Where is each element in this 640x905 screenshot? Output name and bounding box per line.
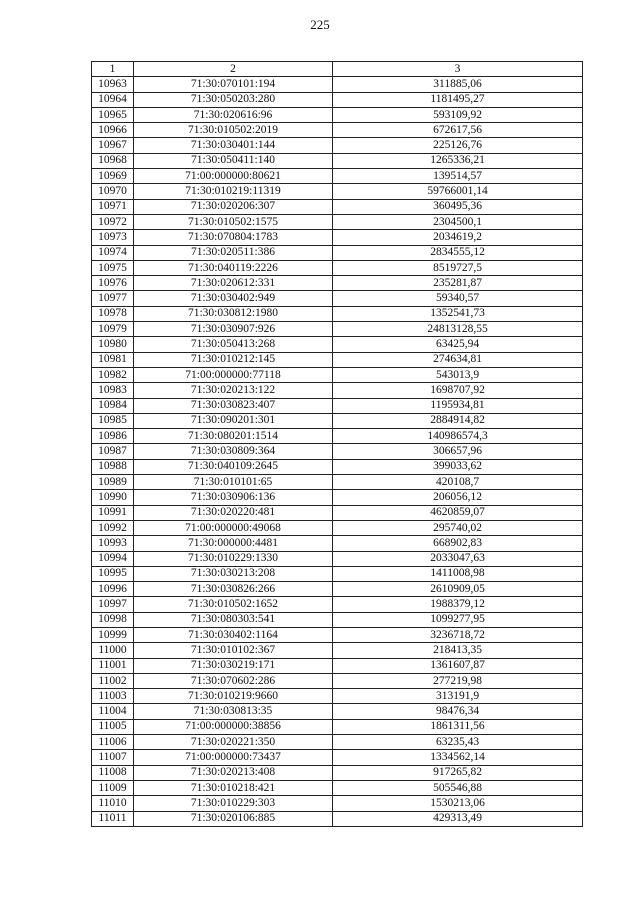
cadastral-number-cell: 71:30:030809:364 <box>134 444 333 459</box>
cadastral-number-cell: 71:30:010219:11319 <box>134 184 333 199</box>
table-row <box>92 505 583 520</box>
cadastral-number-cell: 71:30:030219:171 <box>134 658 333 673</box>
cadastral-number-cell: 71:30:010229:1330 <box>134 551 333 566</box>
value-cell: 429313,49 <box>333 811 583 826</box>
row-number-cell: 11006 <box>92 735 134 750</box>
row-number-cell: 10990 <box>92 490 134 505</box>
cadastral-number-cell: 71:00:000000:73437 <box>134 750 333 765</box>
table-row <box>92 352 583 367</box>
table-row <box>92 383 583 398</box>
table-row <box>92 444 583 459</box>
row-number-cell: 11004 <box>92 704 134 719</box>
value-cell: 306657,96 <box>333 444 583 459</box>
row-number-cell: 10978 <box>92 306 134 321</box>
cadastral-number-cell: 71:00:000000:77118 <box>134 367 333 382</box>
row-number-cell: 10972 <box>92 214 134 229</box>
table-row <box>92 337 583 352</box>
row-number-cell: 10977 <box>92 291 134 306</box>
table-row <box>92 520 583 535</box>
row-number-cell: 10979 <box>92 322 134 337</box>
table-row <box>92 566 583 581</box>
value-cell: 668902,83 <box>333 536 583 551</box>
row-number-cell: 10985 <box>92 413 134 428</box>
row-number-cell: 10974 <box>92 245 134 260</box>
value-cell: 593109,92 <box>333 107 583 122</box>
row-number-cell: 11001 <box>92 658 134 673</box>
cadastral-number-cell: 71:00:000000:80621 <box>134 169 333 184</box>
row-number-cell: 10967 <box>92 138 134 153</box>
cadastral-number-cell: 71:00:000000:49068 <box>134 520 333 535</box>
row-number-cell: 11008 <box>92 765 134 780</box>
row-number-cell: 11011 <box>92 811 134 826</box>
row-number-cell: 10971 <box>92 199 134 214</box>
row-number-cell: 10992 <box>92 520 134 535</box>
cadastral-number-cell: 71:30:040119:2226 <box>134 260 333 275</box>
cadastral-number-cell: 71:30:030826:266 <box>134 582 333 597</box>
cadastral-number-cell: 71:30:020206:307 <box>134 199 333 214</box>
table-row <box>92 796 583 811</box>
value-cell: 1361607,87 <box>333 658 583 673</box>
table-row <box>92 536 583 551</box>
table-row <box>92 306 583 321</box>
cadastral-number-cell: 71:30:020612:331 <box>134 276 333 291</box>
cadastral-number-cell: 71:30:050413:268 <box>134 337 333 352</box>
table-row <box>92 260 583 275</box>
table-row <box>92 597 583 612</box>
cadastral-number-cell: 71:30:020511:386 <box>134 245 333 260</box>
row-number-cell: 10994 <box>92 551 134 566</box>
cadastral-number-cell: 71:30:030907:926 <box>134 322 333 337</box>
value-cell: 917265,82 <box>333 765 583 780</box>
cadastral-number-cell: 71:30:070101:194 <box>134 77 333 92</box>
column-header-3: 3 <box>333 62 583 77</box>
row-number-cell: 10966 <box>92 123 134 138</box>
table-row <box>92 429 583 444</box>
row-number-cell: 10991 <box>92 505 134 520</box>
value-cell: 2034619,2 <box>333 230 583 245</box>
value-cell: 1265336,21 <box>333 153 583 168</box>
table-row <box>92 719 583 734</box>
table-row <box>92 230 583 245</box>
cadastral-number-cell: 71:30:020213:408 <box>134 765 333 780</box>
row-number-cell: 10964 <box>92 92 134 107</box>
table-row <box>92 735 583 750</box>
row-number-cell: 10976 <box>92 276 134 291</box>
cadastral-number-cell: 71:30:010218:421 <box>134 780 333 795</box>
value-cell: 295740,02 <box>333 520 583 535</box>
row-number-cell: 10995 <box>92 566 134 581</box>
cadastral-number-cell: 71:30:030402:1164 <box>134 627 333 642</box>
table-row <box>92 780 583 795</box>
value-cell: 311885,06 <box>333 77 583 92</box>
row-number-cell: 10986 <box>92 429 134 444</box>
cadastral-number-cell: 71:30:010502:2019 <box>134 123 333 138</box>
row-number-cell: 10975 <box>92 260 134 275</box>
cadastral-number-cell: 71:30:050203:280 <box>134 92 333 107</box>
row-number-cell: 10963 <box>92 77 134 92</box>
row-number-cell: 10981 <box>92 352 134 367</box>
cadastral-number-cell: 71:30:030401:144 <box>134 138 333 153</box>
table-row <box>92 184 583 199</box>
value-cell: 1411008,98 <box>333 566 583 581</box>
cadastral-number-cell: 71:30:030812:1980 <box>134 306 333 321</box>
cadastral-number-cell: 71:30:080201:1514 <box>134 429 333 444</box>
cadastral-number-cell: 71:30:030402:949 <box>134 291 333 306</box>
row-number-cell: 10993 <box>92 536 134 551</box>
page-number: 225 <box>310 17 330 32</box>
value-cell: 63425,94 <box>333 337 583 352</box>
table-row <box>92 138 583 153</box>
value-cell: 4620859,07 <box>333 505 583 520</box>
value-cell: 2834555,12 <box>333 245 583 260</box>
table-row <box>92 107 583 122</box>
cadastral-number-cell: 71:30:030906:136 <box>134 490 333 505</box>
value-cell: 63235,43 <box>333 735 583 750</box>
value-cell: 672617,56 <box>333 123 583 138</box>
cadastral-number-cell: 71:30:010229:303 <box>134 796 333 811</box>
value-cell: 277219,98 <box>333 673 583 688</box>
table-row <box>92 245 583 260</box>
cadastral-number-cell: 71:30:030823:407 <box>134 398 333 413</box>
value-cell: 274634,81 <box>333 352 583 367</box>
cadastral-number-cell: 71:30:020213:122 <box>134 383 333 398</box>
row-number-cell: 11007 <box>92 750 134 765</box>
value-cell: 1334562,14 <box>333 750 583 765</box>
table-row <box>92 322 583 337</box>
table-row <box>92 413 583 428</box>
column-header-1: 1 <box>92 62 134 77</box>
table-row <box>92 658 583 673</box>
row-number-cell: 10969 <box>92 169 134 184</box>
value-cell: 24813128,55 <box>333 322 583 337</box>
value-cell: 2304500,1 <box>333 214 583 229</box>
row-number-cell: 11002 <box>92 673 134 688</box>
value-cell: 1181495,27 <box>333 92 583 107</box>
value-cell: 2884914,82 <box>333 413 583 428</box>
row-number-cell: 10996 <box>92 582 134 597</box>
value-cell: 313191,9 <box>333 689 583 704</box>
value-cell: 225126,76 <box>333 138 583 153</box>
cadastral-number-cell: 71:30:020106:885 <box>134 811 333 826</box>
cadastral-number-cell: 71:30:010101:65 <box>134 475 333 490</box>
table-row <box>92 367 583 382</box>
value-cell: 235281,87 <box>333 276 583 291</box>
table-header <box>92 62 583 77</box>
value-cell: 1530213,06 <box>333 796 583 811</box>
column-header-2: 2 <box>134 62 333 77</box>
row-number-cell: 10973 <box>92 230 134 245</box>
row-number-cell: 10983 <box>92 383 134 398</box>
header-row <box>92 62 583 77</box>
table-row <box>92 169 583 184</box>
table-row <box>92 123 583 138</box>
table-row <box>92 689 583 704</box>
table-row <box>92 627 583 642</box>
value-cell: 420108,7 <box>333 475 583 490</box>
table-row <box>92 199 583 214</box>
value-cell: 505546,88 <box>333 780 583 795</box>
value-cell: 206056,12 <box>333 490 583 505</box>
table-row <box>92 276 583 291</box>
row-number-cell: 10970 <box>92 184 134 199</box>
table-row <box>92 398 583 413</box>
row-number-cell: 10968 <box>92 153 134 168</box>
value-cell: 1861311,56 <box>333 719 583 734</box>
table-row <box>92 153 583 168</box>
value-cell: 139514,57 <box>333 169 583 184</box>
cadastral-number-cell: 71:30:040109:2645 <box>134 459 333 474</box>
row-number-cell: 11005 <box>92 719 134 734</box>
value-cell: 8519727,5 <box>333 260 583 275</box>
table-row <box>92 77 583 92</box>
cadastral-number-cell: 71:00:000000:38856 <box>134 719 333 734</box>
cadastral-number-cell: 71:30:090201:301 <box>134 413 333 428</box>
value-cell: 1988379,12 <box>333 597 583 612</box>
row-number-cell: 10984 <box>92 398 134 413</box>
cadastral-number-cell: 71:30:010502:1575 <box>134 214 333 229</box>
value-cell: 399033,62 <box>333 459 583 474</box>
value-cell: 543013,9 <box>333 367 583 382</box>
value-cell: 140986574,3 <box>333 429 583 444</box>
table-body <box>92 77 583 827</box>
cadastral-number-cell: 71:30:030813:35 <box>134 704 333 719</box>
cadastral-number-cell: 71:30:070602:286 <box>134 673 333 688</box>
table-row <box>92 551 583 566</box>
row-number-cell: 10980 <box>92 337 134 352</box>
row-number-cell: 10989 <box>92 475 134 490</box>
row-number-cell: 10987 <box>92 444 134 459</box>
table-row <box>92 704 583 719</box>
cadastral-number-cell: 71:30:030213:208 <box>134 566 333 581</box>
table-row <box>92 582 583 597</box>
table-row <box>92 750 583 765</box>
row-number-cell: 10988 <box>92 459 134 474</box>
row-number-cell: 11009 <box>92 780 134 795</box>
row-number-cell: 11010 <box>92 796 134 811</box>
value-cell: 360495,36 <box>333 199 583 214</box>
row-number-cell: 10999 <box>92 627 134 642</box>
value-cell: 218413,35 <box>333 643 583 658</box>
table-row <box>92 291 583 306</box>
row-number-cell: 11003 <box>92 689 134 704</box>
table-row <box>92 459 583 474</box>
value-cell: 1698707,92 <box>333 383 583 398</box>
value-cell: 59340,57 <box>333 291 583 306</box>
data-table <box>91 61 583 827</box>
cadastral-number-cell: 71:30:010102:367 <box>134 643 333 658</box>
table-row <box>92 811 583 826</box>
cadastral-number-cell: 71:30:010212:145 <box>134 352 333 367</box>
cadastral-number-cell: 71:30:010219:9660 <box>134 689 333 704</box>
value-cell: 1352541,73 <box>333 306 583 321</box>
table-row <box>92 490 583 505</box>
cadastral-number-cell: 71:30:000000:4481 <box>134 536 333 551</box>
value-cell: 3236718,72 <box>333 627 583 642</box>
cadastral-number-cell: 71:30:070804:1783 <box>134 230 333 245</box>
cadastral-number-cell: 71:30:080303:541 <box>134 612 333 627</box>
table-row <box>92 612 583 627</box>
table-row <box>92 765 583 780</box>
cadastral-number-cell: 71:30:020221:350 <box>134 735 333 750</box>
table-row <box>92 643 583 658</box>
value-cell: 2610909,05 <box>333 582 583 597</box>
value-cell: 1195934,81 <box>333 398 583 413</box>
cadastral-number-cell: 71:30:020616:96 <box>134 107 333 122</box>
row-number-cell: 10998 <box>92 612 134 627</box>
value-cell: 59766001,14 <box>333 184 583 199</box>
table-row <box>92 92 583 107</box>
row-number-cell: 11000 <box>92 643 134 658</box>
table-row <box>92 673 583 688</box>
cadastral-number-cell: 71:30:010502:1652 <box>134 597 333 612</box>
value-cell: 2033047,63 <box>333 551 583 566</box>
table-row <box>92 475 583 490</box>
value-cell: 98476,34 <box>333 704 583 719</box>
table-row <box>92 214 583 229</box>
row-number-cell: 10965 <box>92 107 134 122</box>
cadastral-number-cell: 71:30:020220:481 <box>134 505 333 520</box>
row-number-cell: 10982 <box>92 367 134 382</box>
value-cell: 1099277,95 <box>333 612 583 627</box>
row-number-cell: 10997 <box>92 597 134 612</box>
cadastral-number-cell: 71:30:050411:140 <box>134 153 333 168</box>
